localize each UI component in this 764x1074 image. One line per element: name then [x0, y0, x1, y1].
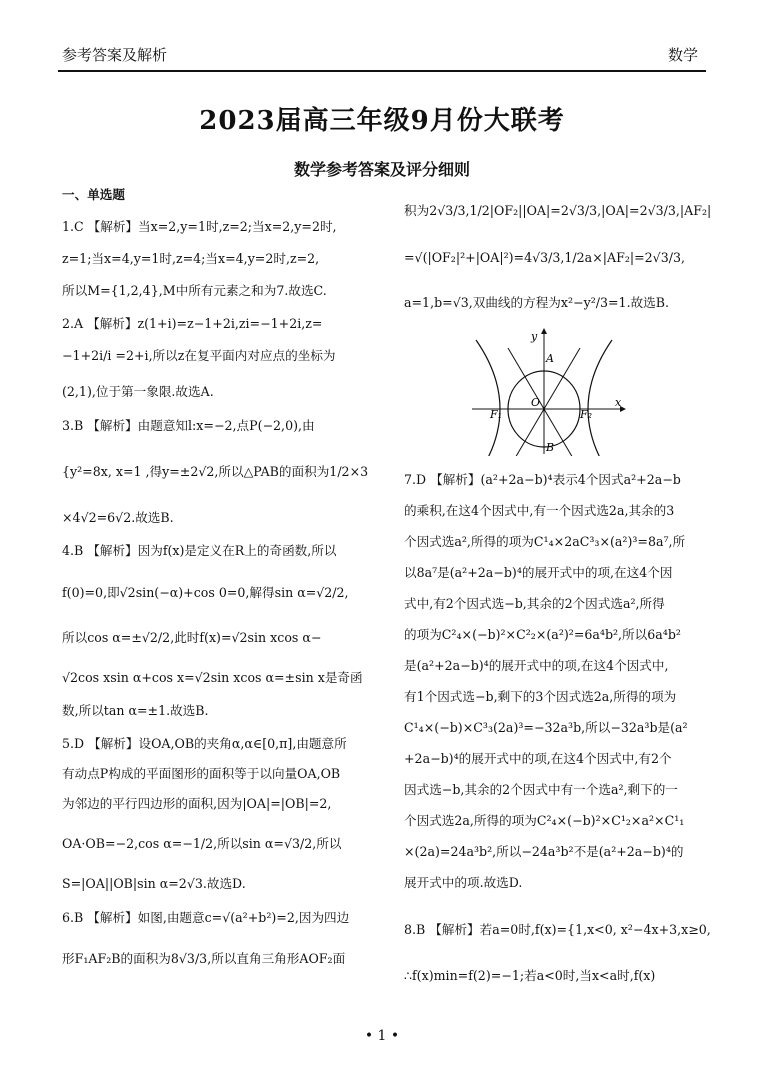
left-text-line: 所以M={1,2,4},M中所有元素之和为7.故选C. [62, 283, 327, 298]
hyperbola-left-branch [476, 340, 503, 456]
left-text-line: 2.A 【解析】z(1+i)=z−1+2i,zi=−1+2i,z= [62, 316, 323, 331]
left-text-line: z=1;当x=4,y=1时,z=4;当x=4,y=2时,z=2, [62, 251, 320, 266]
header-right: 数学 [667, 46, 698, 64]
page-subtitle: 数学参考答案及评分细则 [293, 160, 470, 179]
right-text-line: 展开式中的项.故选D. [404, 875, 523, 890]
right-text-line: 有1个因式选−b,剩下的3个因式选2a,所得的项为 [404, 689, 677, 704]
right-text-line: ×(2a)=24a³b²,所以−24a³b²不是(a²+2a−b)⁴的 [404, 844, 684, 859]
left-text-line: f(0)=0,即√2sin(−α)+cos 0=0,解得sin α=√2/2, [62, 585, 349, 600]
right-text-line: +2a−b)⁴的展开式中的项,在这4个因式中,有2个 [404, 751, 672, 766]
right-text-line: a=1,b=√3,双曲线的方程为x²−y²/3=1.故选B. [404, 295, 670, 310]
right-text-line: 8.B 【解析】若a=0时,f(x)={1,x<0, x²−4x+3,x≥0, [404, 922, 711, 937]
left-text-line: 数,所以tan α=±1.故选B. [62, 703, 209, 718]
left-text-line: 形F₁AF₂B的面积为8√3/3,所以直角三角形AOF₂面 [62, 951, 346, 966]
label-y: y [531, 330, 538, 343]
section-heading: 一、单选题 [62, 187, 125, 202]
right-text-line: 式中,有2个因式选−b,其余的2个因式选a²,所得 [404, 596, 665, 611]
left-text-line: 为邻边的平行四边形的面积,因为|OA|=|OB|=2, [62, 796, 332, 811]
left-text-line: {y²=8x, x=1 ,得y=±2√2,所以△PAB的面积为1/2×3 [62, 464, 369, 479]
right-text-line: 的乘积,在这4个因式中,有一个因式选2a,其余的3 [404, 503, 675, 518]
label-F2: F₂ [580, 408, 593, 421]
right-text-line: 7.D 【解析】(a²+2a−b)⁴表示4个因式a²+2a−b [404, 472, 681, 487]
label-F1: F₁ [490, 408, 503, 421]
right-text-line: =√(|OF₂|²+|OA|²)=4√3/3,1/2a×|AF₂|=2√3/3, [404, 250, 685, 265]
header-rule [58, 70, 706, 72]
left-text-line: 6.B 【解析】如图,由题意c=√(a²+b²)=2,因为四边 [62, 910, 350, 925]
page-title: 2023届高三年级9月份大联考 [199, 106, 565, 136]
right-text-line: 的项为C²₄×(−b)²×C²₂×(a²)²=6a⁴b²,所以6a⁴b² [404, 627, 681, 642]
left-text-line: 5.D 【解析】设OA,OB的夹角α,α∈[0,π],由题意所 [62, 736, 347, 751]
left-text-line: S=|OA||OB|sin α=2√3.故选D. [62, 876, 246, 891]
left-text-line: 3.B 【解析】由题意知l:x=−2,点P(−2,0),由 [62, 418, 315, 433]
left-text-line: −1+2i/i =2+i,所以z在复平面内对应点的坐标为 [62, 348, 336, 363]
y-axis-arrow [541, 328, 547, 334]
left-text-line: OA·OB=−2,cos α=−1/2,所以sin α=√3/2,所以 [62, 836, 342, 851]
left-text-line: 4.B 【解析】因为f(x)是定义在R上的奇函数,所以 [62, 543, 337, 558]
label-O: O [531, 396, 541, 409]
header-left: 参考答案及解析 [62, 46, 168, 64]
right-text-line: 是(a²+2a−b)⁴的展开式中的项,在这4个因式中, [404, 658, 669, 673]
label-x: x [615, 396, 622, 409]
left-text-line: 所以cos α=±√2/2,此时f(x)=√2sin xcos α− [62, 630, 322, 645]
right-text-line: 积为2√3/3,1/2|OF₂||OA|=2√3/3,|OA|=2√3/3,|AF₂| [404, 203, 712, 218]
hyperbola-right-branch [588, 340, 612, 456]
right-text-line: ∴f(x)min=f(2)=−1;若a<0时,当x<a时,f(x) [404, 968, 656, 983]
left-text-line: 有动点P构成的平面图形的面积等于以向量OA,OB [62, 766, 341, 781]
right-text-line: 个因式选a²,所得的项为C¹₄×2aC³₃×(a²)³=8a⁷,所 [404, 534, 686, 549]
left-text-line: 1.C 【解析】当x=2,y=1时,z=2;当x=2,y=2时, [62, 219, 337, 234]
page-number: • 1 • [364, 1028, 400, 1044]
left-text-line: (2,1),位于第一象限.故选A. [62, 384, 214, 399]
left-text-line: ×4√2=6√2.故选B. [62, 510, 174, 525]
right-text-line: 因式选−b,其余的2个因式中有一个选a²,剩下的一 [404, 782, 678, 797]
right-text-line: 以8a⁷是(a²+2a−b)⁴的展开式中的项,在这4个因 [404, 565, 673, 580]
right-text-line: 个因式选2a,所得的项为C²₄×(−b)²×C¹₂×a²×C¹₁ [404, 813, 685, 828]
right-text-line: C¹₄×(−b)×C³₃(2a)³=−32a³b,所以−32a³b是(a² [404, 720, 688, 735]
label-B: B [546, 441, 555, 454]
left-text-line: √2cos xsin α+cos x=√2sin xcos α=±sin x是奇函 [62, 670, 363, 685]
hyperbola-figure [468, 328, 626, 456]
label-A: A [546, 352, 554, 365]
